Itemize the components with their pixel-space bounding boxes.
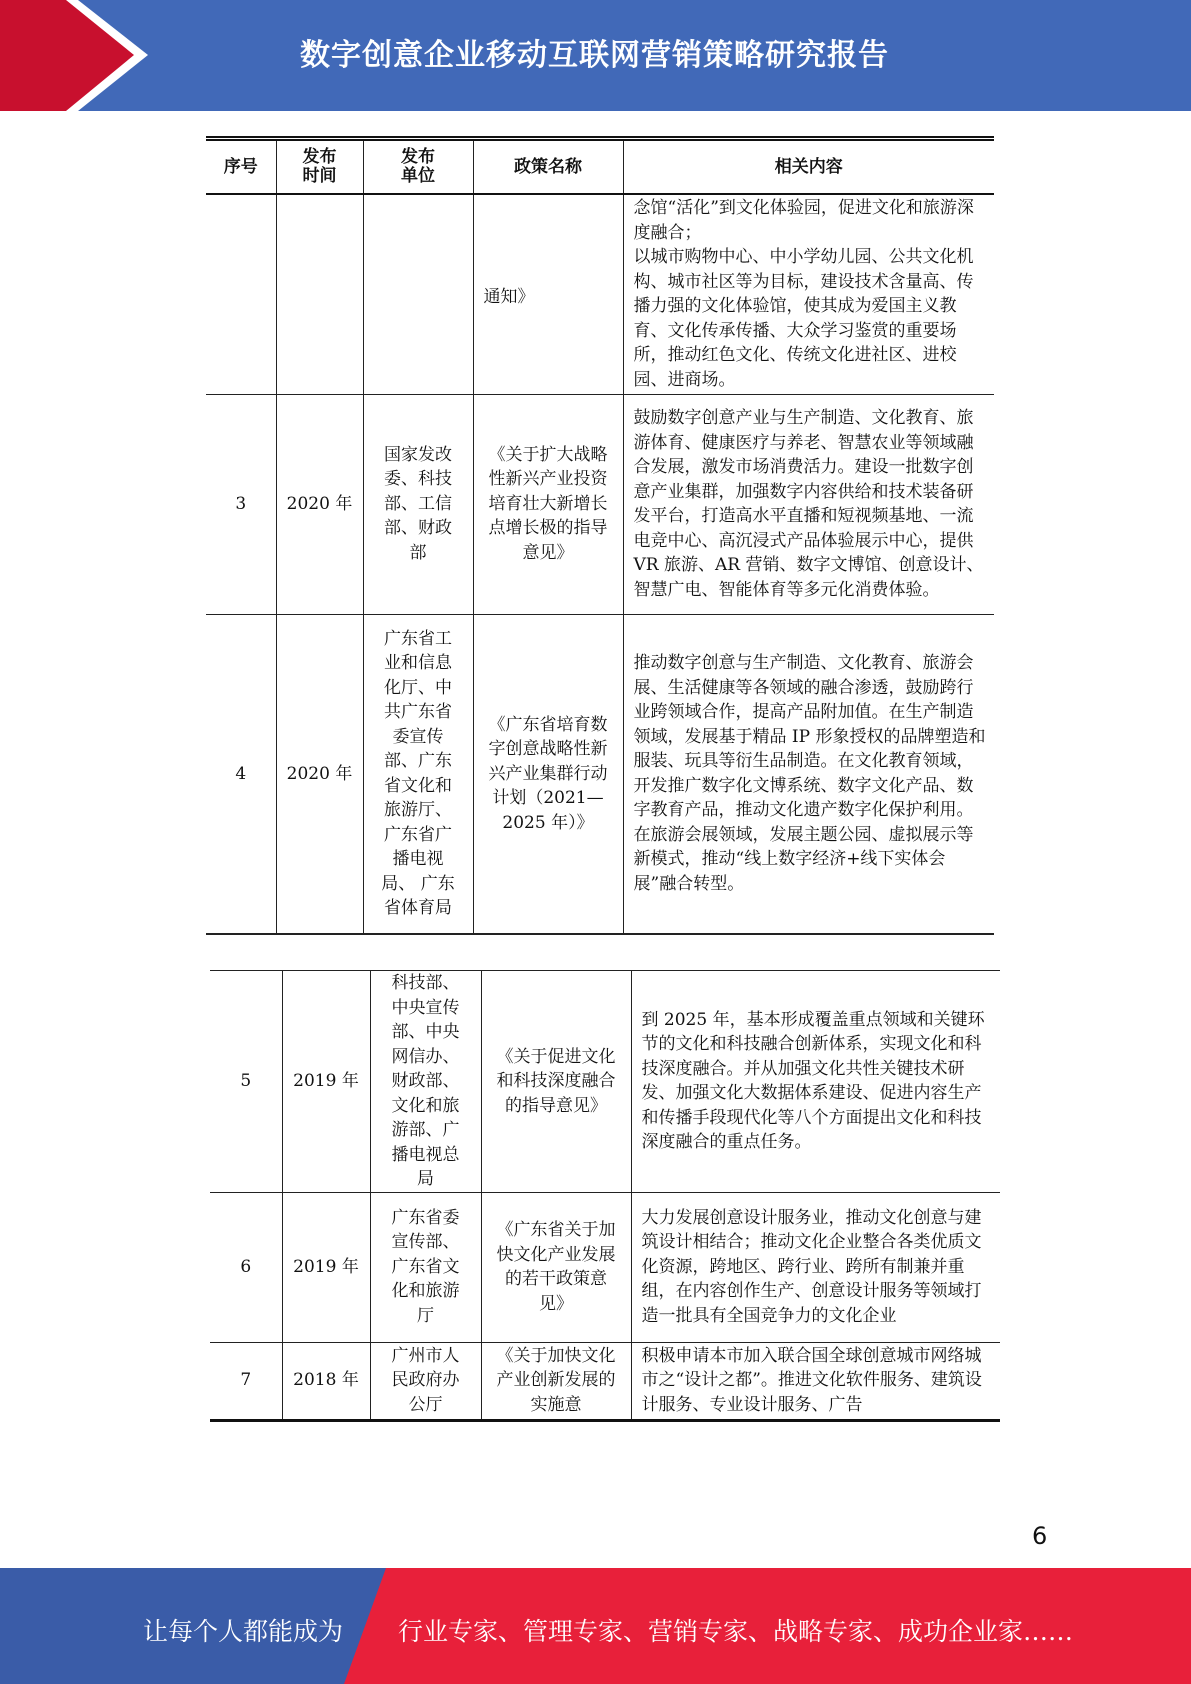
cell-policy: 《关于促进文化和科技深度融合的指导意见》	[481, 971, 631, 1193]
cell-content: 到 2025 年，基本形成覆盖重点领域和关键环节的文化和科技融合创新体系，实现文化和科技深度融合。并从加强文化共性关键技术研发、加强文化大数据体系建设、促进内容生产和传播手段现代化等八个方面提出文化和科技深度融合的重点任务。	[631, 971, 1000, 1193]
cell-no: 7	[210, 1342, 282, 1420]
col-header-content: 相关内容	[623, 139, 994, 195]
cell-content: 大力发展创意设计服务业，推动文化创意与建筑设计相结合；推动文化企业整合各类优质文化资源，跨地区、跨行业、跨所有制兼并重组，在内容创作生产、创意设计服务等领域打造一批具有全国竞争力的文化企业	[631, 1192, 1000, 1342]
cell-year: 2018 年	[282, 1342, 370, 1420]
table-row	[206, 614, 994, 934]
cell-no: 3	[206, 394, 276, 614]
cell-year: 2020 年	[276, 394, 363, 614]
policy-table-part1	[206, 136, 994, 935]
footer-slogan-right: 行业专家、管理专家、营销专家、战略专家、成功企业家……	[398, 1617, 1074, 1646]
cell-policy: 通知》	[473, 194, 623, 394]
report-title: 数字创意企业移动互联网营销策略研究报告	[300, 38, 889, 73]
cell-content: 念馆“活化”到文化体验园，促进文化和旅游深度融合； 以城市购物中心、中小学幼儿园、公共文化机构、城市社区等为目标，建设技术含量高、传播力强的文化体验馆，使其成为爱国主义教育、文化传承传播、大众学习鉴赏的重要场所，推动红色文化、传统文化进社区、进校园、进商场。	[623, 194, 994, 394]
table-row	[210, 1342, 1000, 1420]
cell-issuer: 广东省工业和信息化厅、中共广东省委宣传部、广东省文化和旅游厅、广东省广播电视局、 广东省体育局	[363, 614, 473, 934]
cell-issuer: 广东省委宣传部、广东省文化和旅游厅	[370, 1192, 481, 1342]
cell-content: 积极申请本市加入联合国全球创意城市网络城市之“设计之都”。推进文化软件服务、建筑设计服务、专业设计服务、广告	[631, 1342, 1000, 1420]
cell-content: 推动数字创意与生产制造、文化教育、旅游会展、生活健康等各领域的融合渗透，鼓励跨行业跨领域合作，提高产品附加值。在生产制造领域，发展基于精品 IP 形象授权的品牌塑造和服装、玩具等衍生品制造。在文化教育领域，开发推广数字化文博系统、数字文化产品、数字教育产品，推动文化遗产数字化保护利用。在旅游会展领域，发展主题公园、虚拟展示等新模式，推动“线上数字经济+线下实体会展”融合转型。	[623, 614, 994, 934]
cell-policy: 《广东省培育数字创意战略性新兴产业集群行动计划（2021—2025 年）》	[473, 614, 623, 934]
table-row	[206, 194, 994, 394]
cell-issuer: 广州市人民政府办公厅	[370, 1342, 481, 1420]
cell-year: 2020 年	[276, 614, 363, 934]
cell-policy: 《广东省关于加快文化产业发展的若干政策意见》	[481, 1192, 631, 1342]
table-header-row	[206, 139, 994, 195]
policy-table-part2	[210, 970, 1000, 1422]
cell-year: 2019 年	[282, 971, 370, 1193]
col-header-no: 序号	[206, 139, 276, 195]
cell-policy: 《关于扩大战略性新兴产业投资 培育壮大新增长点增长极的指导意见》	[473, 394, 623, 614]
footer-slogan-left: 让每个人都能成为	[143, 1617, 344, 1646]
header-chevron-graphic	[0, 0, 150, 111]
cell-year	[276, 194, 363, 394]
cell-content: 鼓励数字创意产业与生产制造、文化教育、旅游体育、健康医疗与养老、智慧农业等领域融合发展，激发市场消费活力。建设一批数字创意产业集群，加强数字内容供给和技术装备研发平台，打造高水平直播和短视频基地、一流电竞中心、高沉浸式产品体验展示中心，提供 VR 旅游、AR 营销、数字文博馆、创意设计、智慧广电、智能体育等多元化消费体验。	[623, 394, 994, 614]
page-footer	[0, 1568, 1191, 1684]
cell-issuer: 国家发改委、科技部、工信部、财政部	[363, 394, 473, 614]
cell-issuer: 科技部、中央宣传部、中央网信办、财政部、文化和旅游部、广播电视总局	[370, 971, 481, 1193]
cell-no: 4	[206, 614, 276, 934]
cell-no	[206, 194, 276, 394]
col-header-issuer: 发布 单位	[363, 139, 473, 195]
table-row	[210, 971, 1000, 1193]
cell-no: 5	[210, 971, 282, 1193]
col-header-year: 发布 时间	[276, 139, 363, 195]
cell-issuer	[363, 194, 473, 394]
table-row	[210, 1192, 1000, 1342]
cell-policy: 《关于加快文化产业创新发展的实施意	[481, 1342, 631, 1420]
table-row	[206, 394, 994, 614]
page-number: 6	[1032, 1522, 1048, 1550]
col-header-policy: 政策名称	[473, 139, 623, 195]
cell-no: 6	[210, 1192, 282, 1342]
cell-year: 2019 年	[282, 1192, 370, 1342]
page-header	[0, 0, 1191, 111]
